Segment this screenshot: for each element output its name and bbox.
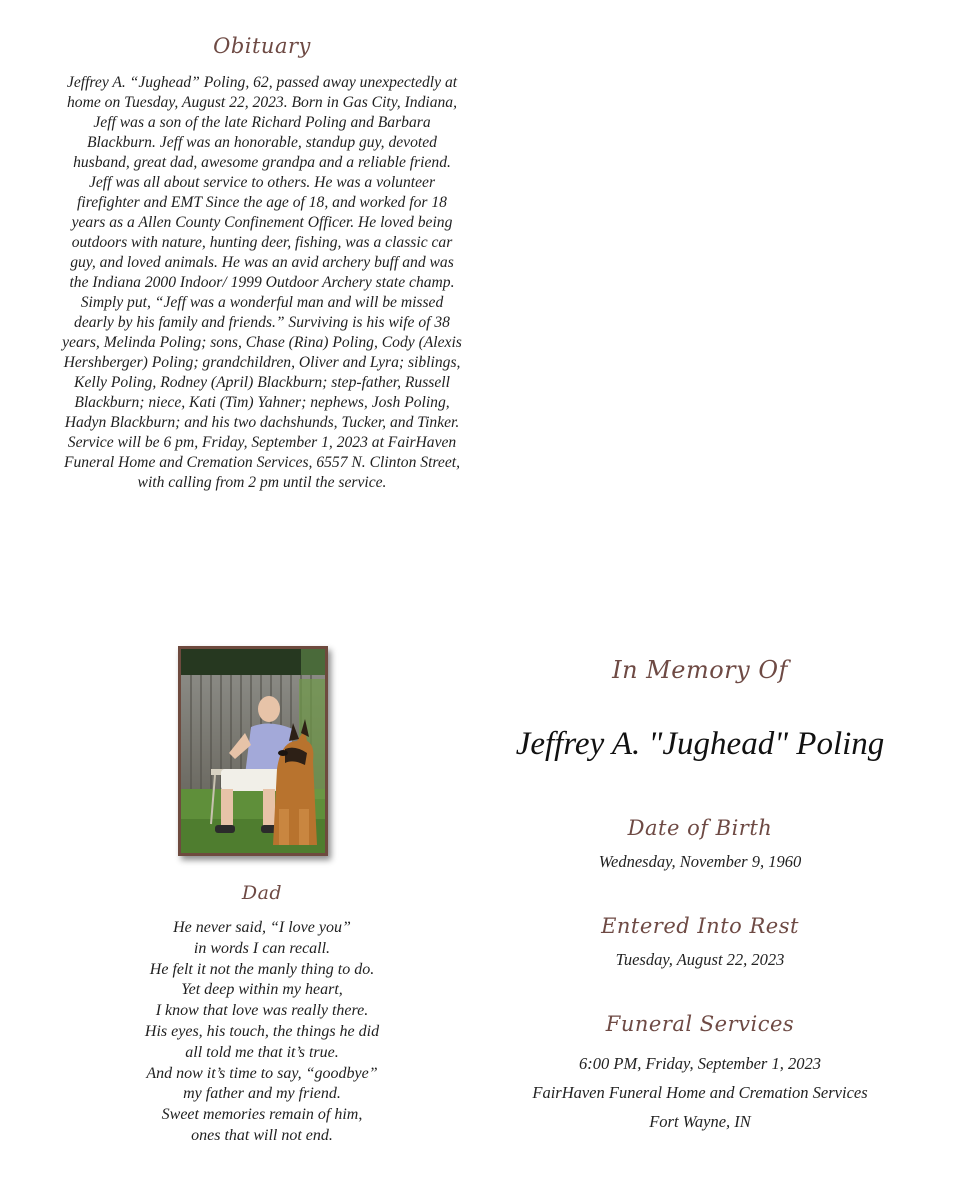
poem-line: He never said, “I love you” <box>173 919 351 936</box>
rest-date: Tuesday, August 22, 2023 <box>615 950 785 969</box>
poem-line: Yet deep within my heart, <box>181 981 343 999</box>
poem-line: And now it’s time to say, “goodbye” <box>146 1064 378 1082</box>
poem-line: my father and my friend. <box>183 1085 341 1103</box>
poem-heading: Dad <box>241 882 283 904</box>
poem-line: Sweet memories remain of him, <box>161 1106 363 1124</box>
birth-label: Date of Birth <box>627 816 773 840</box>
poem-line: ones that will not end. <box>191 1126 333 1144</box>
services-details <box>480 1049 920 1136</box>
rest-label: Entered Into Rest <box>601 914 799 938</box>
memorial-photo <box>178 646 328 856</box>
poem-line: His eyes, his touch, the things he did <box>144 1022 380 1040</box>
services-line: 6:00 PM, Friday, September 1, 2023 <box>579 1054 821 1073</box>
poem-line: in words I can recall. <box>193 939 331 957</box>
poem-line: He felt it not the manly thing to do. <box>149 960 375 978</box>
obituary-text: Jeffrey A. “Jughead” Poling, 62, passed away unexpectedly at home on Tuesday, August 22, 2023. Born in Gas City, Indiana, Jeff was a son of the late Richard Poling and Barbara Blackburn. Jeff was an honorable, standup guy, devoted husband, great dad, awesome grandpa and a reliable friend. Jeff was all about service to others. He was a volunteer firefighter and EMT Since the age of 18, and worked for 18 years as a Allen County Confinement Officer. He loved being outdoors with nature, hunting deer, fishing, was a classic car guy, and loved animals. He was an avid archery buff and was the Indiana 2000 Indoor/ 1999 Outdoor Archery state champ. Simply put, “Jeff was a wonderful man and will be missed dearly by his family and friends.” Surviving is his wife of 38 years, Melinda Poling; sons, Chase (Rina) Poling, Cody (Alexis Hershberger) Poling; grandchildren, Oliver and Lyra; siblings, Kelly Poling, Rodney (April) Blackburn; step-father, Russell Blackburn; niece, Kati (Tim) Yahner; nephews, Josh Poling, Hadyn Blackburn; and his two dachshunds, Tucker, and Tinker. Service will be 6 pm, Friday, September 1, 2023 at FairHaven Funeral Home and Cremation Services, 6557 N. Clinton Street, with calling from 2 pm until the service. <box>62 74 462 491</box>
services-line: Fort Wayne, IN <box>649 1112 751 1131</box>
services-label: Funeral Services <box>605 1012 795 1036</box>
services-line: FairHaven Funeral Home and Cremation Services <box>532 1083 868 1102</box>
birth-date: Wednesday, November 9, 1960 <box>598 852 802 871</box>
in-memory-heading: In Memory Of <box>612 656 788 684</box>
poem-line: I know that love was really there. <box>155 1002 369 1020</box>
poem <box>62 918 462 1147</box>
obituary-heading: Obituary <box>213 34 311 58</box>
poem-line: all told me that it’s true. <box>185 1043 339 1061</box>
deceased-name: Jeffrey A. "Jughead" Poling <box>515 726 885 762</box>
photo-man-with-dog-image <box>181 649 325 853</box>
